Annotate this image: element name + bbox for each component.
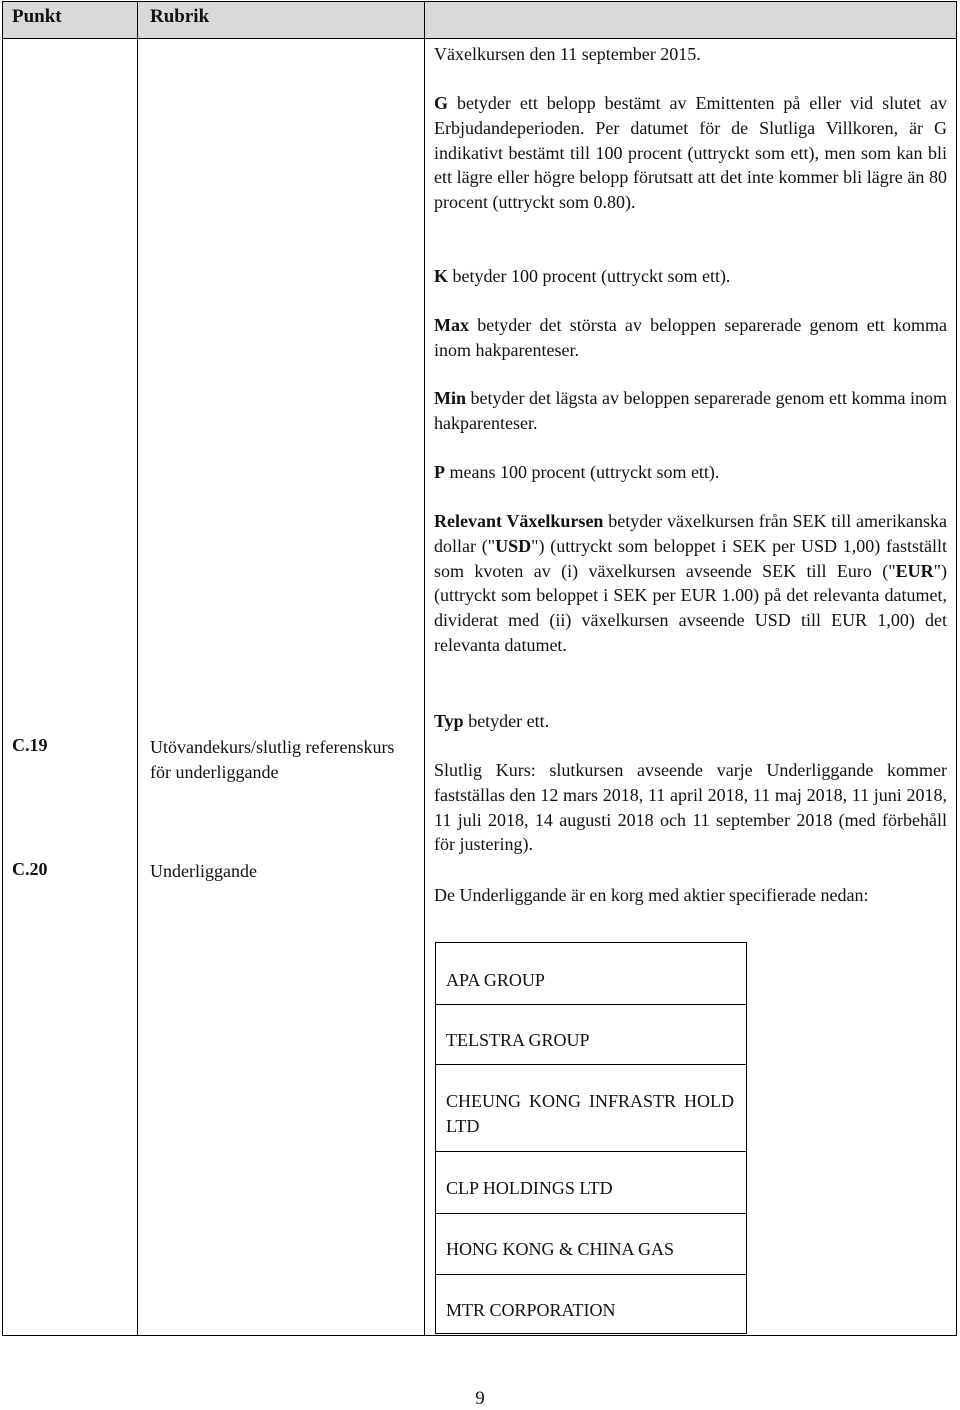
underlying-row <box>435 1065 747 1152</box>
table-border-left <box>2 1 3 1336</box>
max-definition-paragraph: Max betyder det största av beloppen separerade genom ett komma inom hakparenteser. <box>434 315 948 360</box>
page-number: 9 <box>475 1388 485 1409</box>
relevant-vaxelkurs-term: Relevant Växelkursen <box>434 511 604 531</box>
underlying-name: CHEUNG KONG INFRASTR HOLD LTD <box>446 1091 734 1136</box>
table-border-right <box>956 1 957 1336</box>
table-header-divider <box>2 38 957 39</box>
column-divider-1 <box>137 1 138 1336</box>
underlying-row <box>435 1214 747 1275</box>
underlying-name: CLP HOLDINGS LTD <box>446 1178 613 1198</box>
underlying-name: APA GROUP <box>446 970 545 990</box>
c20-rubrik: Underliggande <box>150 861 257 881</box>
p-term: P <box>434 462 445 482</box>
max-term: Max <box>434 315 469 335</box>
k-term: K <box>434 266 449 286</box>
eur-term: EUR <box>895 560 934 581</box>
underlying-row <box>435 1004 747 1065</box>
c19-slutlig-kurs-paragraph: Slutlig Kurs: slutkursen avseende varje Underliggande kommer fastställas den 12 mars 2018, 11 april 2018, 11 maj 2018, 11 juni 2018, 11 juli 2018, 14 augusti 2018 och 11 september 2018 (med förbehåll för justering). <box>434 760 947 855</box>
c19-code: C.19 <box>12 735 48 755</box>
underlying-name: HONG KONG & CHINA GAS <box>446 1239 675 1259</box>
underlying-name: MTR CORPORATION <box>446 1300 616 1320</box>
k-definition-paragraph: K betyder 100 procent (uttryckt som ett). <box>434 266 731 286</box>
min-term: Min <box>434 388 467 408</box>
underlying-name: TELSTRA GROUP <box>446 1030 590 1050</box>
relevant-vaxelkurs-paragraph: Relevant Växelkursen betyder växelkursen från SEK till amerikanska dollar ("USD") (uttryckt som beloppet i SEK per USD 1,00) fastställt som kvoten av (i) växelkursen avseende SEK till Euro ("EUR") (uttryckt som beloppet i SEK per EUR 1.00) på det relevanta datumet, dividerat med (ii) växelkursen avseende USD till EUR 1,00) det relevanta datumet. <box>434 511 948 655</box>
column-divider-2 <box>424 1 425 1336</box>
vaxelkurs-date-paragraph: Växelkursen den 11 september 2015. <box>434 44 701 64</box>
table-border-bottom <box>2 1335 957 1336</box>
usd-term: USD <box>495 535 532 556</box>
underlying-row <box>435 1275 747 1334</box>
c20-underliggande-paragraph: De Underliggande är en korg med aktier specifierade nedan: <box>434 885 869 905</box>
typ-term: Typ <box>434 711 464 731</box>
c19-rubrik: Utövandekurs/slutlig referenskurs för underliggande <box>150 737 395 782</box>
g-term: G <box>434 93 449 113</box>
underlying-row <box>435 1152 747 1214</box>
header-punkt: Punkt <box>12 6 62 27</box>
p-definition-paragraph: P means 100 procent (uttryckt som ett). <box>434 462 720 482</box>
min-definition-paragraph: Min betyder det lägsta av beloppen separerade genom ett komma inom hakparenteser. <box>434 388 947 433</box>
g-definition-paragraph: G betyder ett belopp bestämt av Emittenten på eller vid slutet av Erbjudandeperioden. Per datumet för de Slutliga Villkoren, är G indikativt bestämt till 100 procent (uttryckt som ett), men som kan bli ett lägre eller högre belopp förutsatt att det inte kommer bli lägre än 80 procent (uttryckt som 0.80). <box>434 93 947 213</box>
underlying-row <box>435 942 747 1005</box>
header-rubrik: Rubrik <box>150 6 210 27</box>
table-border-top <box>2 1 957 2</box>
c20-code: C.20 <box>12 859 48 879</box>
table-header-row <box>3 2 956 38</box>
typ-definition-paragraph: Typ betyder ett. <box>434 711 550 731</box>
